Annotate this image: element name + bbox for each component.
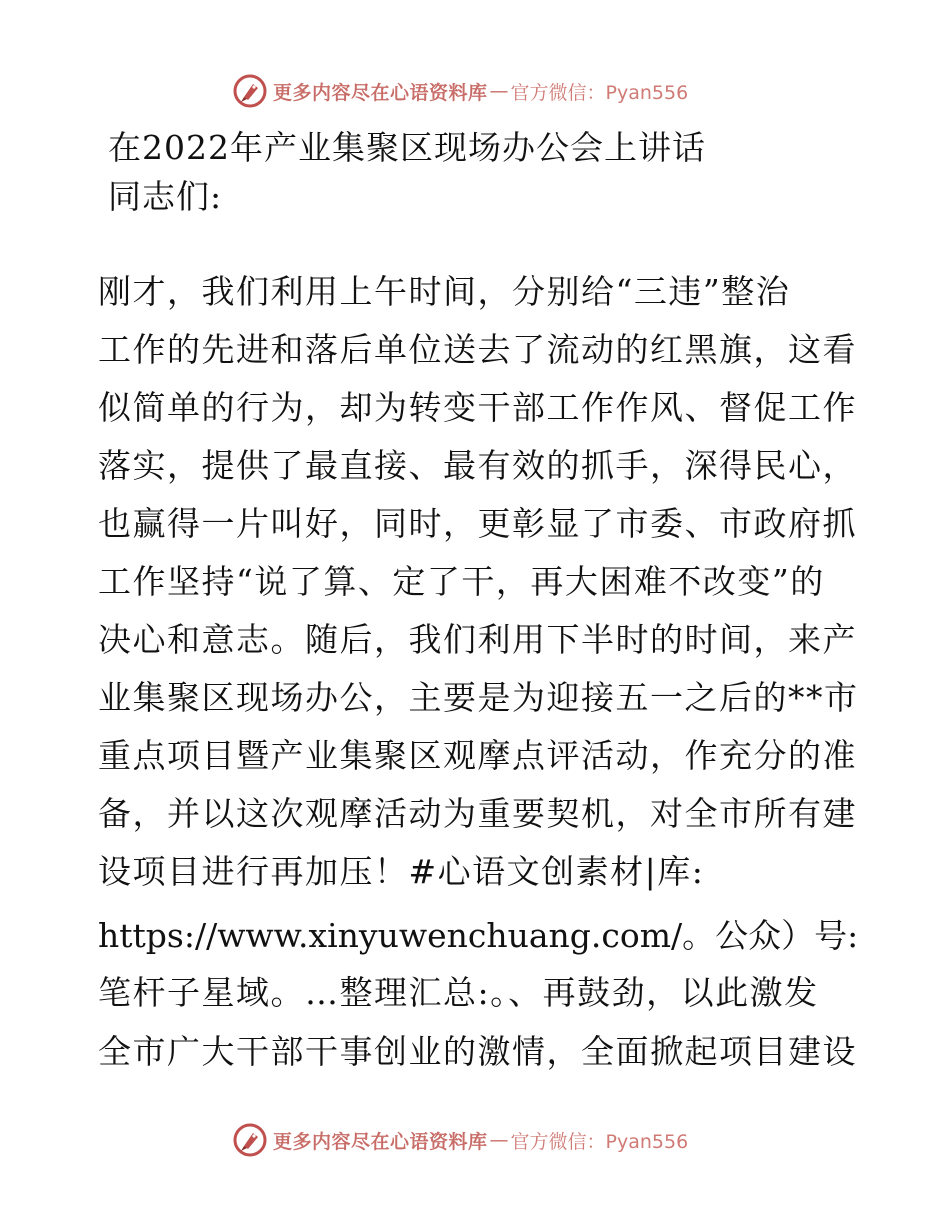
watermark-dash: — bbox=[489, 1129, 509, 1151]
watermark-dash: — bbox=[489, 80, 509, 102]
body-line: 设项目进行再加压！#心语文创素材|库: bbox=[98, 852, 705, 891]
document-title: 在2022年产业集聚区现场办公会上讲话 bbox=[108, 128, 706, 167]
body-line-url: https://www.xinyuwenchuang.com/。公众）号: bbox=[98, 916, 859, 955]
salutation: 同志们: bbox=[108, 177, 223, 216]
body-line: 似简单的行为，却为转变干部工作作风、督促工作 bbox=[98, 388, 857, 427]
body-line: 工作的先进和落后单位送去了流动的红黑旗，这看 bbox=[98, 330, 857, 369]
body-line: 刚才，我们利用上午时间，分别给“三违”整治 bbox=[98, 272, 791, 311]
body-line: 全市广大干部干事创业的激情，全面掀起项目建设 bbox=[98, 1032, 857, 1071]
header-watermark bbox=[233, 71, 688, 111]
body-line: 重点项目暨产业集聚区观摩点评活动，作充分的准 bbox=[98, 736, 857, 775]
body-line: 业集聚区现场办公，主要是为迎接五一之后的**市 bbox=[98, 678, 859, 717]
body-line: 也赢得一片叫好，同时，更彰显了市委、市政府抓 bbox=[98, 504, 857, 543]
body-line: 备，并以这次观摩活动为重要契机，对全市所有建 bbox=[98, 794, 857, 833]
watermark-text: 更多内容尽在心语资料库 bbox=[273, 81, 488, 104]
footer-watermark bbox=[233, 1120, 688, 1160]
red-pen-nib-logo-icon bbox=[233, 74, 267, 108]
watermark-text: 更多内容尽在心语资料库 bbox=[273, 1130, 488, 1153]
body-line: 工作坚持“说了算、定了干，再大困难不改变”的 bbox=[98, 562, 825, 601]
watermark-wechat: 官方微信：Pyan556 bbox=[510, 81, 689, 104]
body-line: 笔杆子星域。…整理汇总:。、再鼓劲，以此激发 bbox=[98, 973, 819, 1012]
red-pen-nib-logo-icon bbox=[233, 1123, 267, 1157]
watermark-wechat: 官方微信：Pyan556 bbox=[510, 1130, 689, 1153]
body-line: 落实，提供了最直接、最有效的抓手，深得民心， bbox=[98, 446, 857, 485]
body-line: 决心和意志。随后，我们利用下半时的时间，来产 bbox=[98, 620, 857, 659]
